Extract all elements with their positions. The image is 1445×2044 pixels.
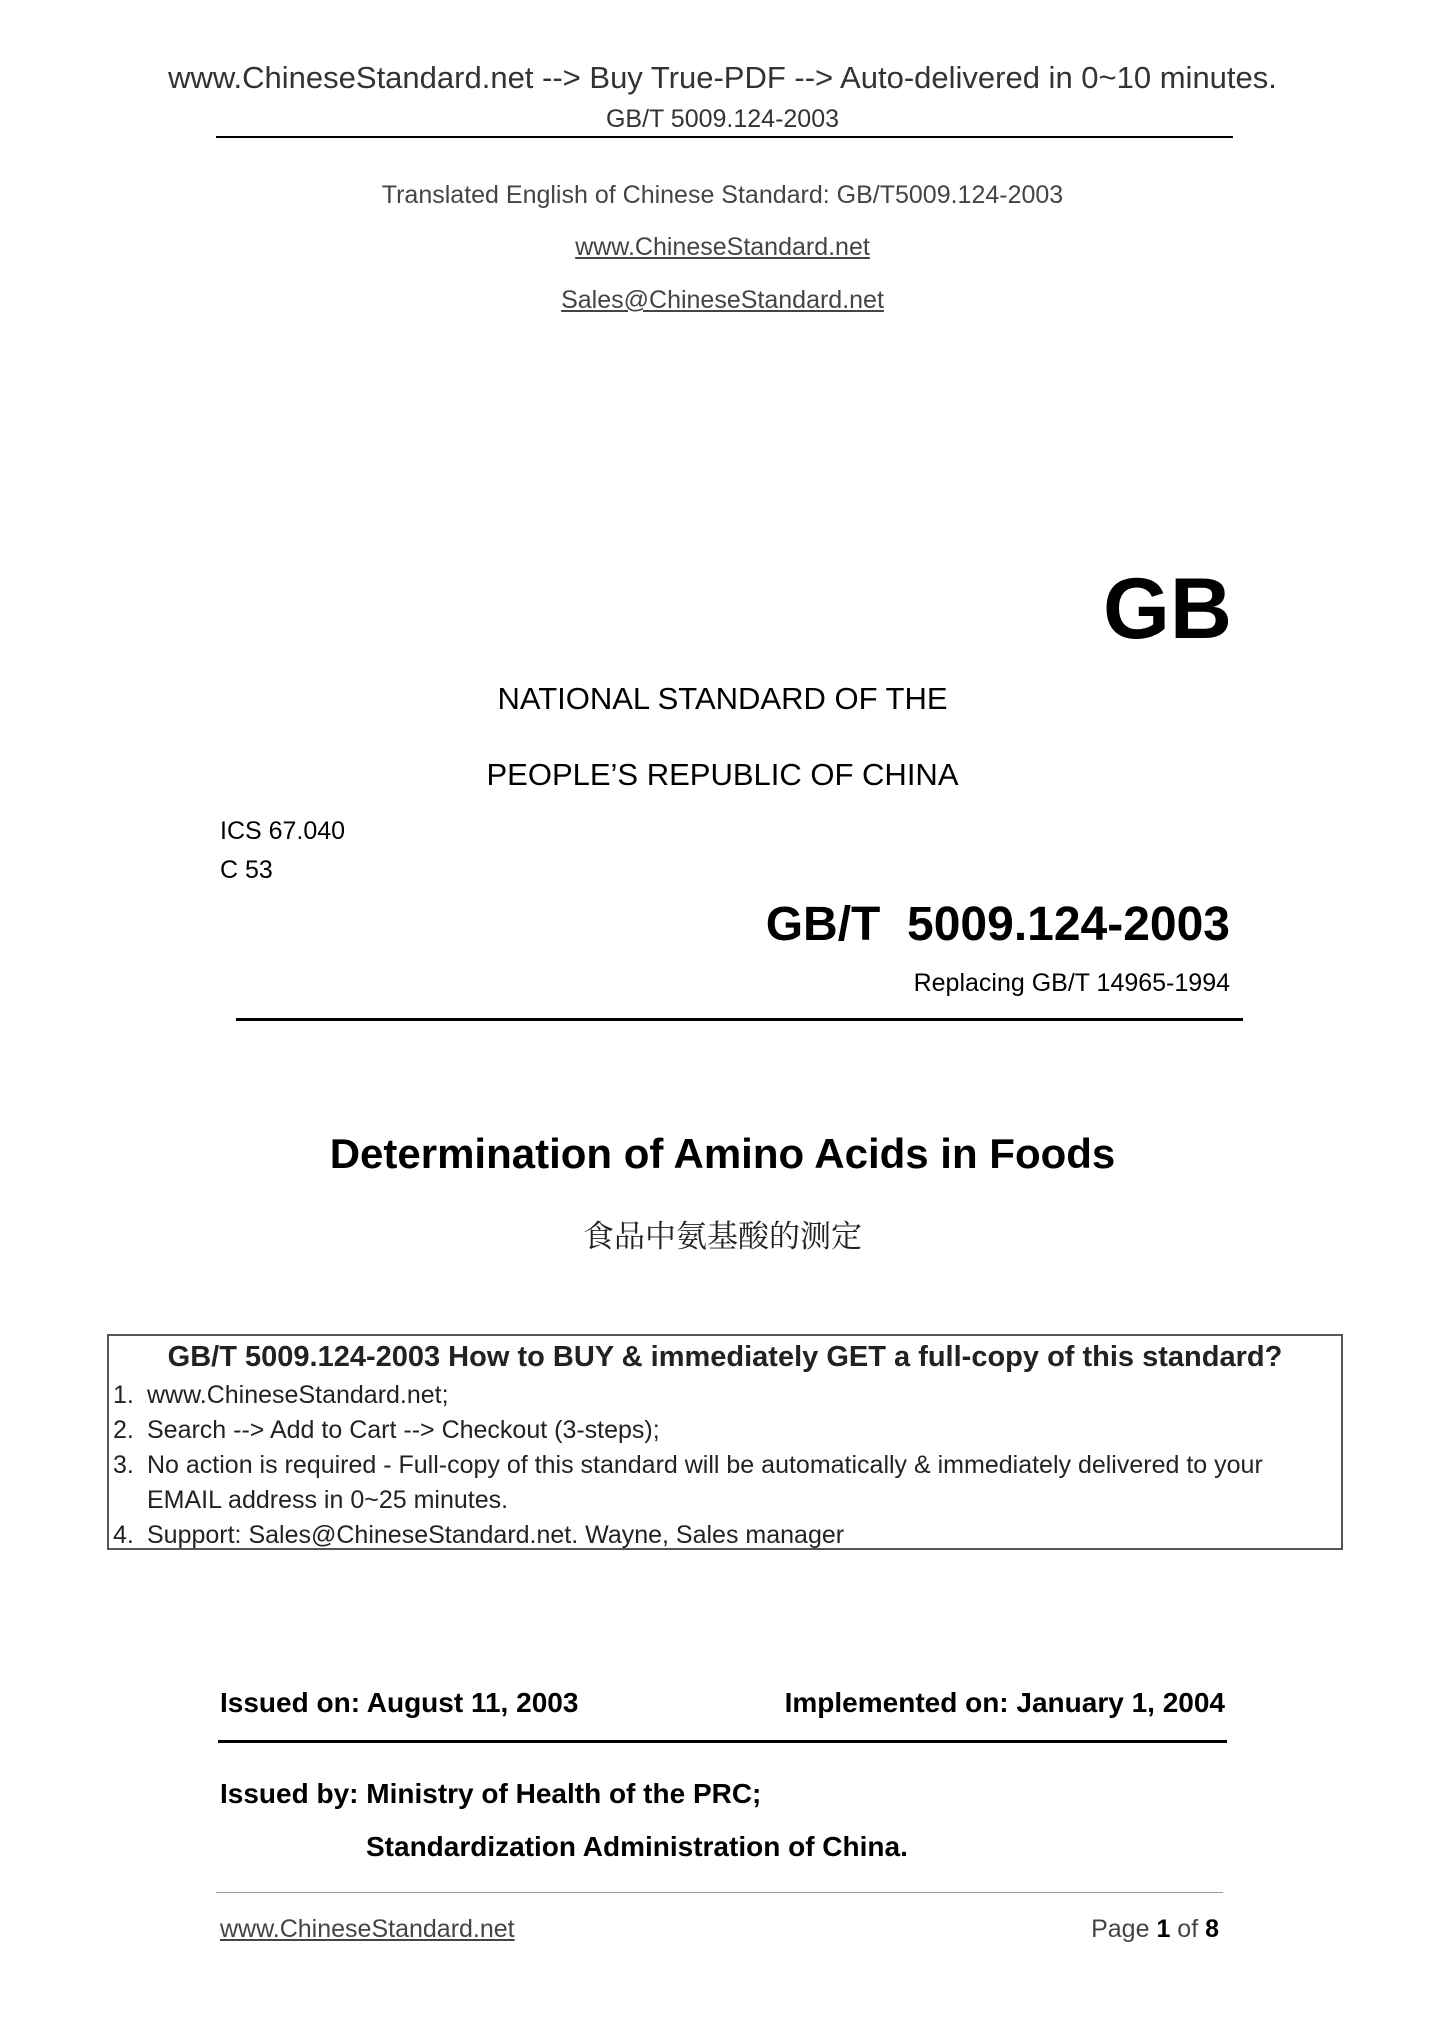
- purchase-steps-list: [109, 1378, 1327, 1553]
- list-text: Support: Sales@ChineseStandard.net. Wayne, Sales manager: [147, 1521, 845, 1549]
- list-number: 2.: [113, 1416, 134, 1444]
- list-item: [109, 1378, 1327, 1413]
- footer-website-link[interactable]: www.ChineseStandard.net: [220, 1915, 515, 1943]
- list-item: [109, 1413, 1327, 1448]
- cover-divider: [236, 1018, 1243, 1021]
- document-title-chinese: 食品中氨基酸的测定: [583, 1219, 862, 1255]
- standard-number: GB/T 5009.124-2003: [765, 898, 1230, 951]
- website-link[interactable]: www.ChineseStandard.net: [575, 233, 870, 261]
- email-link-row: [0, 286, 1445, 315]
- header-standard-code: GB/T 5009.124-2003: [605, 105, 840, 133]
- list-number: 1.: [113, 1381, 134, 1409]
- issued-on-date: Issued on: August 11, 2003: [220, 1687, 579, 1718]
- replacing-note: Replacing GB/T 14965-1994: [913, 969, 1230, 997]
- ccs-code: C 53: [220, 856, 273, 884]
- issued-by: Issued by: Ministry of Health of the PRC;: [220, 1778, 762, 1809]
- page-middle: of: [1170, 1915, 1206, 1943]
- list-text: No action is required - Full-copy of this standard will be automatically & immediately delivered to your EMAIL address in 0~25 minutes.: [147, 1451, 1263, 1514]
- list-text: Search --> Add to Cart --> Checkout (3-steps);: [147, 1416, 660, 1444]
- page-total: 8: [1205, 1915, 1219, 1943]
- page-indicator: [1091, 1915, 1219, 1944]
- list-text: www.ChineseStandard.net;: [147, 1381, 449, 1409]
- purchase-info-box: [107, 1334, 1343, 1550]
- site-link-row: [0, 233, 1445, 262]
- page-current: 1: [1156, 1915, 1171, 1943]
- issue-divider: [218, 1740, 1227, 1743]
- national-standard-line1: NATIONAL STANDARD OF THE: [497, 681, 948, 716]
- list-item: [109, 1518, 1327, 1553]
- translated-notice: Translated English of Chinese Standard: GB/T5009.124-2003: [381, 181, 1064, 209]
- list-item: [109, 1448, 1327, 1518]
- ics-code: ICS 67.040: [220, 817, 346, 845]
- document-title: Determination of Amino Acids in Foods: [329, 1130, 1116, 1177]
- national-standard-line2: PEOPLE’S REPUBLIC OF CHINA: [486, 757, 959, 792]
- issued-by-second-authority: Standardization Administration of China.: [366, 1831, 908, 1862]
- header-divider: [216, 136, 1233, 138]
- page-prefix: Page: [1091, 1915, 1157, 1943]
- purchase-heading: GB/T 5009.124-2003 How to BUY & immediately GET a full-copy of this standard?: [167, 1341, 1283, 1373]
- sales-email-link[interactable]: Sales@ChineseStandard.net: [561, 286, 884, 314]
- list-number: 4.: [113, 1521, 134, 1549]
- list-number: 3.: [113, 1451, 134, 1479]
- gb-mark: GB: [1103, 561, 1232, 657]
- header-banner: www.ChineseStandard.net --> Buy True-PDF --> Auto-delivered in 0~10 minutes.: [168, 60, 1277, 95]
- implemented-on-date: Implemented on: January 1, 2004: [784, 1687, 1225, 1718]
- footer-divider: [216, 1892, 1223, 1893]
